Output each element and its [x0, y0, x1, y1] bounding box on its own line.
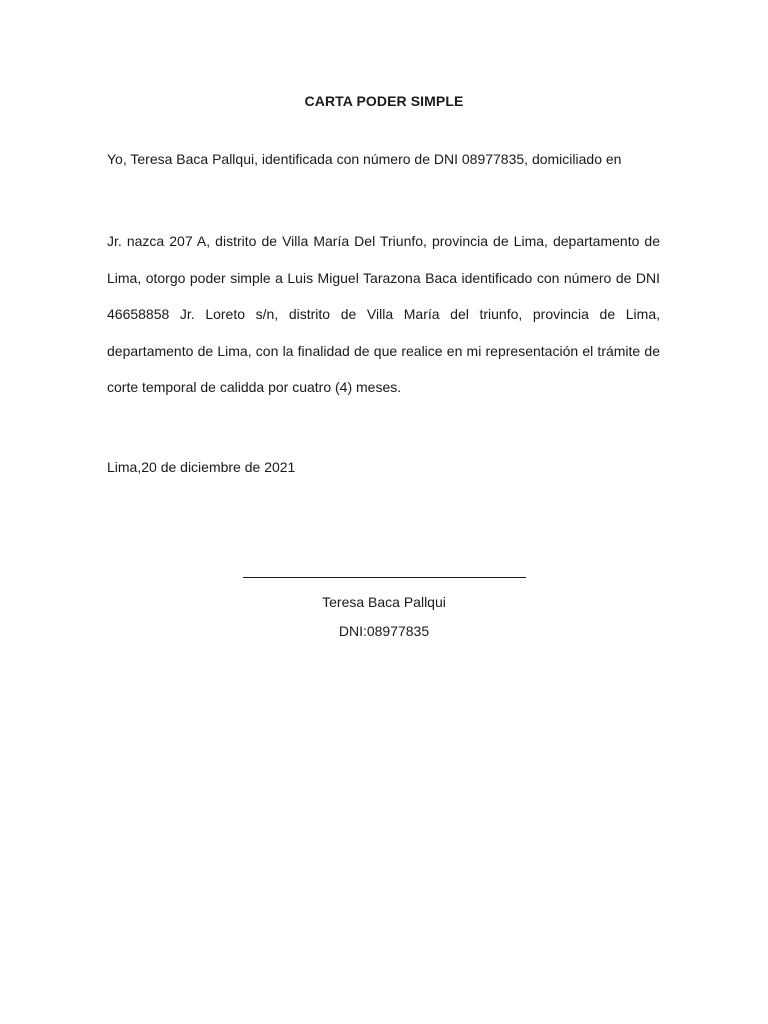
signature-line	[243, 577, 526, 578]
signer-name: Teresa Baca Pallqui	[322, 594, 446, 610]
signature-block	[0, 560, 768, 641]
signer-dni: DNI:08977835	[338, 623, 430, 639]
place-and-date: Lima,20 de diciembre de 2021	[107, 459, 296, 475]
paragraph-grantor: Yo, Teresa Baca Pallqui, identificada con número de DNI 08977835, domiciliado en	[107, 151, 622, 167]
paragraph-power-of-attorney: Jr. nazca 207 A, distrito de Villa María Del Triunfo, provincia de Lima, departamento de Lima, otorgo poder simple a Luis Miguel Tarazona Baca identificado con número de DNI 46658858 Jr. Loreto s/n, distrito de Villa María del triunfo, provincia de Lima, departamento de Lima, con la finalidad de que realice en mi representación el trámite de corte temporal de calidda por cuatro (4) meses.	[107, 233, 660, 395]
document-title: CARTA PODER SIMPLE	[304, 93, 464, 109]
